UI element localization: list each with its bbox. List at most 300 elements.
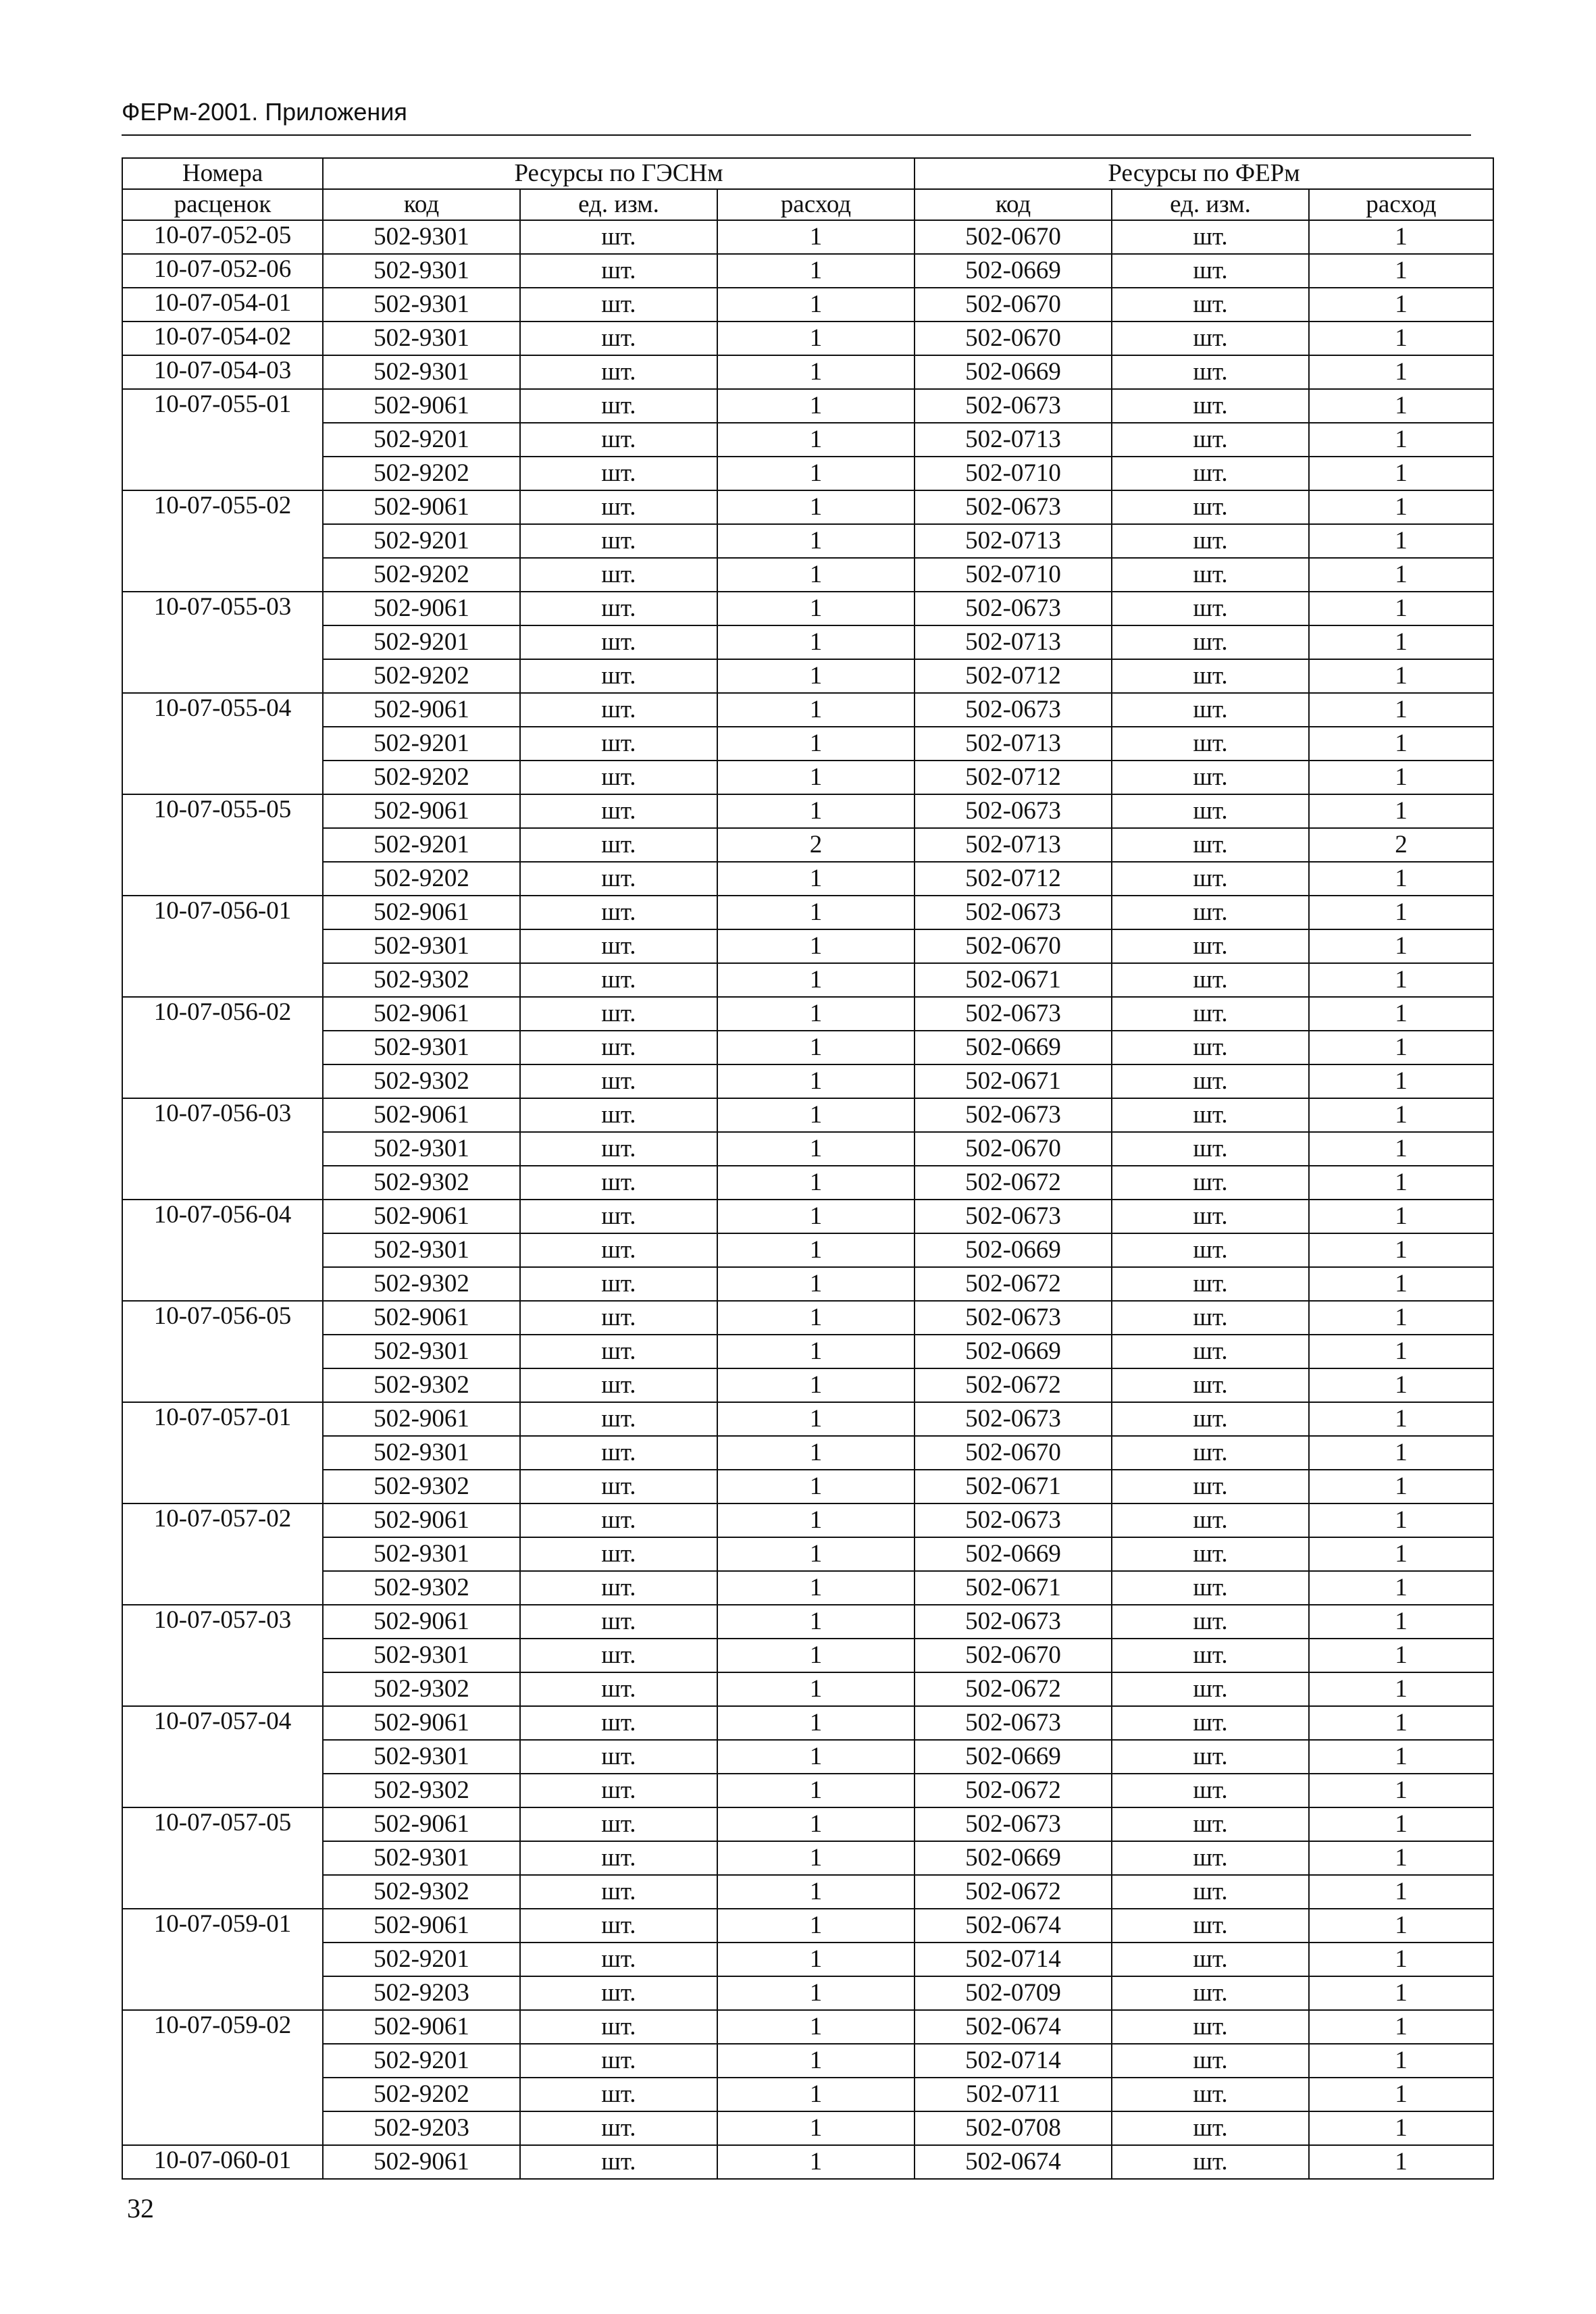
ferm-unit-cell: шт. [1112,1875,1309,1909]
ferm-unit-cell: шт. [1112,288,1309,322]
gesn-qty-cell: 1 [717,423,915,457]
table-row [122,1943,1493,1976]
ferm-qty-cell: 1 [1309,2044,1493,2078]
gesn-qty-cell: 1 [717,1841,915,1875]
ferm-unit-cell: шт. [1112,1132,1309,1166]
gesn-code-cell: 502-9301 [323,1537,520,1571]
page-number: 32 [127,2193,154,2223]
ferm-unit-cell: шт. [1112,1740,1309,1774]
ferm-unit-cell: шт. [1112,1639,1309,1672]
ferm-qty-cell: 1 [1309,1233,1493,1267]
ferm-qty-cell: 1 [1309,1166,1493,1200]
rate-number-cell: 10-07-052-06 [122,254,323,288]
gesn-code-cell: 502-9202 [323,2078,520,2111]
table-row [122,1807,1493,1841]
gesn-qty-cell: 1 [717,1537,915,1571]
gesn-qty-cell: 1 [717,524,915,558]
gesn-unit-cell: шт. [520,1740,717,1774]
gesn-unit-cell: шт. [520,220,717,254]
gesn-unit-cell: шт. [520,1200,717,1233]
ferm-code-cell: 502-0713 [915,423,1112,457]
ferm-unit-cell: шт. [1112,828,1309,862]
ferm-unit-cell: шт. [1112,1706,1309,1740]
gesn-qty-cell: 1 [717,693,915,727]
ferm-code-cell: 502-0669 [915,1740,1112,1774]
gesn-qty-cell: 1 [717,862,915,896]
gesn-unit-cell: шт. [520,1301,717,1335]
ferm-unit-cell: шт. [1112,1233,1309,1267]
gesn-code-cell: 502-9202 [323,862,520,896]
ferm-unit-cell: шт. [1112,761,1309,794]
table-row [122,1368,1493,1402]
gesn-code-cell: 502-9301 [323,288,520,322]
ferm-qty-cell: 1 [1309,355,1493,389]
rate-number-cell: 10-07-059-01 [122,1909,323,2010]
gesn-qty-cell: 1 [717,1166,915,1200]
gesn-code-cell: 502-9302 [323,1571,520,1605]
ferm-unit-cell: шт. [1112,929,1309,963]
rate-number-cell: 10-07-054-01 [122,288,323,322]
ferm-code-cell: 502-0670 [915,1132,1112,1166]
ferm-unit-cell: шт. [1112,322,1309,355]
gesn-qty-cell: 1 [717,1740,915,1774]
ferm-unit-cell: шт. [1112,220,1309,254]
gesn-unit-cell: шт. [520,1503,717,1537]
ferm-qty-cell: 1 [1309,693,1493,727]
gesn-code-cell: 502-9202 [323,558,520,592]
table-row [122,1098,1493,1132]
gesn-code-cell: 502-9061 [323,1605,520,1639]
gesn-code-cell: 502-9201 [323,625,520,659]
gesn-qty-cell: 1 [717,659,915,693]
gesn-qty-cell: 1 [717,1031,915,1064]
ferm-qty-cell: 1 [1309,1909,1493,1943]
ferm-qty-cell: 1 [1309,659,1493,693]
ferm-code-cell: 502-0672 [915,1774,1112,1807]
ferm-qty-cell: 1 [1309,997,1493,1031]
ferm-unit-cell: шт. [1112,2111,1309,2145]
gesn-unit-cell: шт. [520,1031,717,1064]
ferm-qty-cell: 1 [1309,727,1493,761]
table-body [122,220,1493,2179]
ferm-unit-cell: шт. [1112,1200,1309,1233]
gesn-code-cell: 502-9301 [323,1132,520,1166]
gesn-code-cell: 502-9061 [323,1807,520,1841]
table-row [122,2044,1493,2078]
table-row [122,2145,1493,2179]
table-header [122,158,1493,220]
gesn-code-cell: 502-9061 [323,997,520,1031]
rate-number-cell: 10-07-057-01 [122,1402,323,1503]
ferm-code-cell: 502-0714 [915,2044,1112,2078]
rate-number-cell: 10-07-059-02 [122,2010,323,2145]
gesn-unit-cell: шт. [520,2111,717,2145]
ferm-qty-cell: 1 [1309,322,1493,355]
rate-number-cell: 10-07-055-04 [122,693,323,794]
ferm-unit-cell: шт. [1112,423,1309,457]
ferm-code-cell: 502-0674 [915,1909,1112,1943]
ferm-unit-cell: шт. [1112,1774,1309,1807]
table-row [122,1200,1493,1233]
gesn-unit-cell: шт. [520,1470,717,1503]
table-row [122,963,1493,997]
rate-number-cell: 10-07-056-03 [122,1098,323,1200]
gesn-code-cell: 502-9061 [323,896,520,929]
ferm-code-cell: 502-0673 [915,1807,1112,1841]
group-ferm-header: Ресурсы по ФЕРм [915,158,1493,189]
ferm-qty-cell: 1 [1309,1740,1493,1774]
ferm-qty-cell: 1 [1309,1503,1493,1537]
gesn-qty-cell: 1 [717,288,915,322]
ferm-code-cell: 502-0713 [915,625,1112,659]
ferm-qty-cell: 1 [1309,761,1493,794]
ferm-code-cell: 502-0670 [915,322,1112,355]
gesn-code-cell: 502-9301 [323,1639,520,1672]
gesn-code-cell: 502-9061 [323,794,520,828]
table-row [122,761,1493,794]
table-row [122,862,1493,896]
gesn-unit-cell: шт. [520,1706,717,1740]
ferm-unit-cell: шт. [1112,1841,1309,1875]
table-row [122,727,1493,761]
ferm-unit-cell: шт. [1112,592,1309,625]
ferm-qty-cell: 1 [1309,963,1493,997]
gesn-qty-cell: 1 [717,1605,915,1639]
ferm-code-cell: 502-0670 [915,1639,1112,1672]
ferm-unit-cell: шт. [1112,1537,1309,1571]
ferm-unit-cell: шт. [1112,1909,1309,1943]
gesn-unit-cell: шт. [520,693,717,727]
ferm-unit-cell: шт. [1112,1368,1309,1402]
gesn-code-cell: 502-9061 [323,693,520,727]
ferm-unit-cell: шт. [1112,896,1309,929]
ferm-code-cell: 502-0673 [915,1503,1112,1537]
gesn-unit-cell: шт. [520,997,717,1031]
gesn-unit-cell: шт. [520,1909,717,1943]
ferm-code-cell: 502-0673 [915,592,1112,625]
table-row [122,558,1493,592]
ferm-code-cell: 502-0712 [915,761,1112,794]
gesn-code-cell: 502-9201 [323,727,520,761]
gesn-unit-cell: шт. [520,1267,717,1301]
table-row [122,457,1493,490]
table-row [122,1233,1493,1267]
ferm-qty-cell: 1 [1309,862,1493,896]
table-row [122,1774,1493,1807]
table-row [122,1537,1493,1571]
gesn-code-cell: 502-9302 [323,1774,520,1807]
table-row [122,794,1493,828]
gesn-code-cell: 502-9061 [323,1098,520,1132]
rate-number-cell: 10-07-060-01 [122,2145,323,2179]
ferm-qty-cell: 1 [1309,254,1493,288]
gesn-qty-cell: 1 [717,389,915,423]
ferm-code-cell: 502-0672 [915,1672,1112,1706]
gesn-qty-cell: 1 [717,1943,915,1976]
ferm-code-cell: 502-0671 [915,1571,1112,1605]
table-row [122,322,1493,355]
gesn-unit-cell: шт. [520,288,717,322]
gesn-qty-cell: 1 [717,322,915,355]
ferm-qty-cell: 2 [1309,828,1493,862]
gesn-unit-cell: шт. [520,389,717,423]
gesn-qty-cell: 1 [717,963,915,997]
ferm-code-cell: 502-0710 [915,558,1112,592]
gesn-qty-cell: 1 [717,457,915,490]
ferm-code-cell: 502-0672 [915,1368,1112,1402]
gesn-unit-cell: шт. [520,761,717,794]
gesn-unit-cell: шт. [520,1098,717,1132]
gesn-qty-cell: 1 [717,1267,915,1301]
ferm-code-cell: 502-0712 [915,862,1112,896]
ferm-unit-cell: шт. [1112,490,1309,524]
ferm-qty-cell: 1 [1309,1267,1493,1301]
gesn-unit-cell: шт. [520,1774,717,1807]
gesn-code-cell: 502-9061 [323,1200,520,1233]
rate-number-cell: 10-07-052-05 [122,220,323,254]
ferm-code-cell: 502-0673 [915,1301,1112,1335]
gesn-code-cell: 502-9061 [323,1301,520,1335]
gesn-qty-cell: 1 [717,794,915,828]
gesn-unit-cell: шт. [520,355,717,389]
gesn-code-cell: 502-9202 [323,761,520,794]
rate-number-cell: 10-07-055-01 [122,389,323,490]
ferm-code-cell: 502-0673 [915,896,1112,929]
ferm-qty-cell: 1 [1309,1132,1493,1166]
table-row [122,1436,1493,1470]
gesn-unit-cell: шт. [520,524,717,558]
table-row [122,828,1493,862]
ferm-code-cell: 502-0669 [915,1233,1112,1267]
gesn-unit-cell: шт. [520,896,717,929]
gesn-qty-cell: 1 [717,254,915,288]
gesn-qty-cell: 1 [717,1807,915,1841]
rate-number-cell: 10-07-055-03 [122,592,323,693]
table-row [122,1132,1493,1166]
ferm-code-cell: 502-0711 [915,2078,1112,2111]
gesn-code-cell: 502-9302 [323,1875,520,1909]
gesn-code-cell: 502-9203 [323,1976,520,2010]
gesn-unit-cell: шт. [520,2145,717,2179]
gesn-code-cell: 502-9061 [323,1503,520,1537]
ferm-unit-cell: шт. [1112,355,1309,389]
table-row [122,1470,1493,1503]
ferm-qty-cell: 1 [1309,423,1493,457]
ferm-code-cell: 502-0673 [915,490,1112,524]
ferm-code-cell: 502-0671 [915,1470,1112,1503]
gesn-qty-cell: 1 [717,1335,915,1368]
gesn-unit-cell: шт. [520,625,717,659]
gesn-unit-cell: шт. [520,592,717,625]
gesn-code-cell: 502-9301 [323,220,520,254]
ferm-unit-cell: шт. [1112,794,1309,828]
gesn-unit-cell: шт. [520,1132,717,1166]
table-row [122,220,1493,254]
ferm-unit-cell: шт. [1112,1605,1309,1639]
ferm-qty-cell: 1 [1309,2010,1493,2044]
ferm-qty-cell: 1 [1309,896,1493,929]
ferm-code-cell: 502-0671 [915,963,1112,997]
ferm-qty-cell: 1 [1309,1470,1493,1503]
table-row [122,1402,1493,1436]
ferm-qty-cell: 1 [1309,1571,1493,1605]
table-row [122,423,1493,457]
gesn-qty-cell: 1 [717,1301,915,1335]
table-row [122,524,1493,558]
gesn-unit-cell: шт. [520,1064,717,1098]
gesn-qty-cell: 1 [717,1875,915,1909]
ferm-qty-cell: 1 [1309,558,1493,592]
ferm-qty-cell: 1 [1309,1098,1493,1132]
ferm-code-cell: 502-0673 [915,1200,1112,1233]
gesn-unit-cell: шт. [520,490,717,524]
gesn-unit-cell: шт. [520,659,717,693]
rate-number-cell: 10-07-057-05 [122,1807,323,1909]
gesn-qty-cell: 1 [717,896,915,929]
gesn-qty-cell: 1 [717,1503,915,1537]
ferm-qty-cell: 1 [1309,794,1493,828]
ferm-unit-cell: шт. [1112,2078,1309,2111]
gesn-qty-cell: 1 [717,1639,915,1672]
table-row [122,1740,1493,1774]
gesn-unit-cell: шт. [520,558,717,592]
ferm-code-cell: 502-0673 [915,1706,1112,1740]
gesn-qty-cell: 1 [717,1909,915,1943]
gesn-unit-cell: шт. [520,1537,717,1571]
table-row [122,625,1493,659]
gesn-unit-cell: шт. [520,1335,717,1368]
rate-number-cell: 10-07-054-02 [122,322,323,355]
gesn-unit-cell: шт. [520,2010,717,2044]
ferm-qty-cell: 1 [1309,2078,1493,2111]
rate-number-cell: 10-07-055-05 [122,794,323,896]
ferm-unit-cell: шт. [1112,1503,1309,1537]
ferm-qty-cell: 1 [1309,592,1493,625]
gesn-code-cell: 502-9202 [323,457,520,490]
col-number-header-line2: расценок [122,189,323,220]
gesn-unit-cell: шт. [520,794,717,828]
ferm-qty-cell: 1 [1309,2111,1493,2145]
table-row [122,2111,1493,2145]
ferm-qty-cell: 1 [1309,1301,1493,1335]
gesn-code-cell: 502-9201 [323,828,520,862]
ferm-code-cell: 502-0673 [915,1605,1112,1639]
gesn-code-cell: 502-9201 [323,1943,520,1976]
gesn-code-cell: 502-9301 [323,1031,520,1064]
gesn-code-cell: 502-9061 [323,490,520,524]
ferm-unit-cell: шт. [1112,1031,1309,1064]
gesn-unit-cell: шт. [520,828,717,862]
table-row [122,592,1493,625]
table-row [122,1976,1493,2010]
rate-number-cell: 10-07-055-02 [122,490,323,592]
gesn-code-cell: 502-9061 [323,592,520,625]
group-gesn-header: Ресурсы по ГЭСНм [323,158,915,189]
ferm-unit-cell: шт. [1112,1402,1309,1436]
ferm-qty-cell: 1 [1309,1368,1493,1402]
gesn-code-cell: 502-9201 [323,524,520,558]
table-row [122,997,1493,1031]
ferm-code-cell: 502-0672 [915,1875,1112,1909]
gesn-code-cell: 502-9302 [323,1166,520,1200]
ferm-unit-cell: шт. [1112,1807,1309,1841]
gesn-code-cell: 502-9301 [323,1841,520,1875]
gesn-qty-cell: 1 [717,2145,915,2179]
ferm-code-cell: 502-0674 [915,2145,1112,2179]
gesn-code-cell: 502-9302 [323,1267,520,1301]
ferm-qty-cell: 1 [1309,1064,1493,1098]
ferm-qty-cell: 1 [1309,1706,1493,1740]
gesn-code-cell: 502-9203 [323,2111,520,2145]
gesn-qty-cell: 1 [717,2010,915,2044]
ferm-unit-cell: шт. [1112,659,1309,693]
gesn-code-cell: 502-9061 [323,1402,520,1436]
ferm-code-cell: 502-0670 [915,929,1112,963]
gesn-qty-cell: 1 [717,1233,915,1267]
gesn-qty-cell: 1 [717,558,915,592]
table-row [122,355,1493,389]
ferm-qty-cell: 1 [1309,1436,1493,1470]
ferm-code-cell: 502-0672 [915,1166,1112,1200]
ferm-unit-cell: шт. [1112,625,1309,659]
ferm-code-cell: 502-0713 [915,727,1112,761]
gesn-unit-cell: шт. [520,1233,717,1267]
table-row [122,254,1493,288]
ferm-code-cell: 502-0710 [915,457,1112,490]
gesn-unit-cell: шт. [520,862,717,896]
ferm-code-cell: 502-0669 [915,1841,1112,1875]
gesn-code-cell: 502-9302 [323,963,520,997]
gesn-code-cell: 502-9302 [323,1064,520,1098]
gesn-unit-cell: шт. [520,727,717,761]
gesn-code-cell: 502-9301 [323,254,520,288]
ferm-unit-cell: шт. [1112,727,1309,761]
ferm-unit-cell: шт. [1112,997,1309,1031]
ferm-unit-cell: шт. [1112,1436,1309,1470]
ferm-code-header: код [915,189,1112,220]
rate-number-cell: 10-07-056-04 [122,1200,323,1301]
table-row [122,1909,1493,1943]
rate-number-cell: 10-07-057-04 [122,1706,323,1807]
ferm-qty-cell: 1 [1309,1672,1493,1706]
ferm-qty-cell: 1 [1309,389,1493,423]
ferm-unit-cell: шт. [1112,862,1309,896]
ferm-code-cell: 502-0671 [915,1064,1112,1098]
gesn-qty-cell: 1 [717,2044,915,2078]
ferm-code-cell: 502-0708 [915,2111,1112,2145]
ferm-qty-cell: 1 [1309,625,1493,659]
gesn-code-cell: 502-9302 [323,1368,520,1402]
ferm-qty-cell: 1 [1309,1537,1493,1571]
ferm-code-cell: 502-0670 [915,220,1112,254]
gesn-code-cell: 502-9302 [323,1672,520,1706]
ferm-unit-cell: шт. [1112,389,1309,423]
ferm-code-cell: 502-0672 [915,1267,1112,1301]
rate-number-cell: 10-07-056-01 [122,896,323,997]
ferm-unit-cell: шт. [1112,2044,1309,2078]
gesn-unit-cell: шт. [520,1368,717,1402]
ferm-qty-cell: 1 [1309,1875,1493,1909]
ferm-unit-cell: шт. [1112,1098,1309,1132]
gesn-unit-cell: шт. [520,1875,717,1909]
gesn-qty-cell: 1 [717,1098,915,1132]
gesn-qty-cell: 1 [717,2078,915,2111]
ferm-unit-cell: шт. [1112,254,1309,288]
ferm-unit-cell: шт. [1112,1301,1309,1335]
gesn-code-cell: 502-9061 [323,389,520,423]
gesn-qty-cell: 1 [717,1402,915,1436]
ferm-qty-cell: 1 [1309,929,1493,963]
